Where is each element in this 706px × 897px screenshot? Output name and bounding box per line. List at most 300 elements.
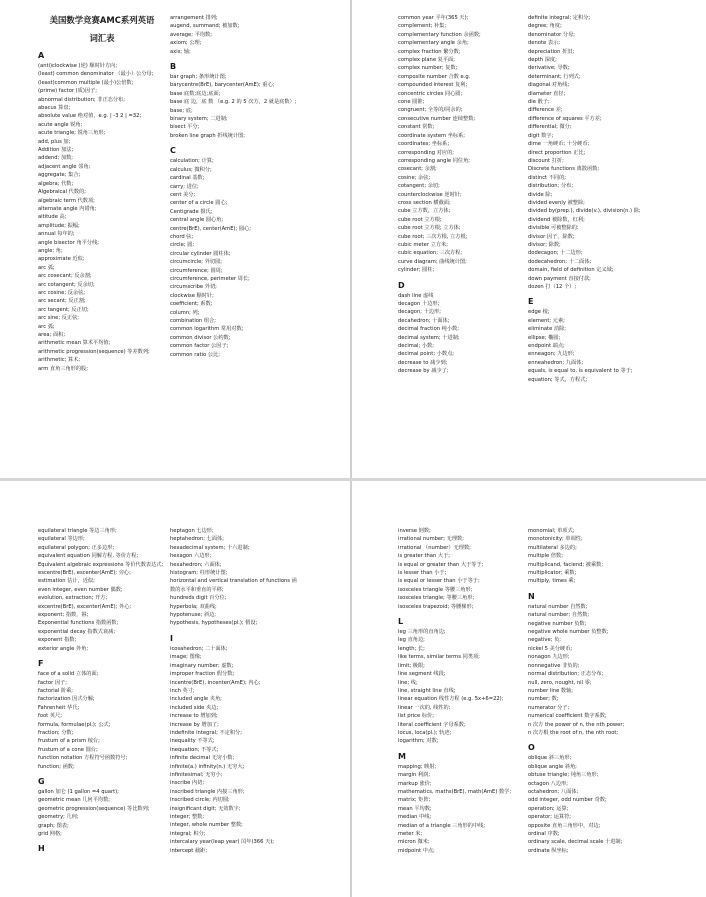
glossary-entry: exponent 指数;	[38, 637, 77, 644]
glossary-entry: complex plane 复平面;	[398, 57, 455, 64]
glossary-entry: approximate 近似;	[38, 256, 85, 263]
glossary-entry: carry; 进位;	[170, 183, 199, 190]
glossary-entry: odd integer, odd number 奇数;	[528, 797, 607, 804]
glossary-entry: adjacent angle 邻角;	[38, 163, 91, 170]
glossary-entry: integer; 整数;	[170, 814, 205, 820]
glossary-entry: equilateral 等边形;	[38, 536, 85, 543]
glossary-entry: depth 深度;	[528, 57, 557, 64]
glossary-entry: dash line 虚线	[398, 292, 434, 299]
glossary-entry: dime 一角硬币; 十分硬币;	[528, 141, 590, 148]
glossary-entry: obtuse triangle; 钝角三角形;	[528, 772, 599, 779]
glossary-entry: divided evenly 被整除;	[528, 199, 585, 206]
glossary-entry: function; 函数;	[38, 763, 75, 770]
glossary-entry: ordinary scale, decimal scale 十进制;	[528, 839, 623, 846]
page-1-column-1	[38, 14, 166, 373]
glossary-entry: corresponding angle 同位角;	[398, 157, 471, 164]
glossary-entry: length; 长;	[398, 645, 425, 652]
glossary-entry: arithmetic; 算术;	[38, 357, 81, 364]
glossary-entry: calculus; 微积分;	[170, 166, 212, 173]
glossary-entry: hexahedron; 六面体;	[170, 561, 222, 568]
glossary-entry: decimal fraction 纯小数;	[398, 326, 459, 333]
glossary-entry: like terms, similar terms 同类项;	[398, 654, 480, 661]
section-letter-heading: G	[38, 776, 45, 786]
column-body	[38, 527, 166, 855]
glossary-entry: decagon; 十边形;	[398, 309, 441, 316]
glossary-entry: acute triangle; 锐角三角形;	[38, 130, 106, 137]
glossary-entry: oblique angle 斜角;	[528, 763, 577, 770]
section-letter-heading: F	[38, 659, 44, 669]
glossary-entry: literal coefficient 字母系数;	[398, 721, 466, 728]
glossary-entry: digit 数字;	[528, 132, 554, 139]
glossary-entry: negative whole number 负整数;	[528, 629, 609, 636]
glossary-entry: broken line graph 折线统计图;	[170, 132, 245, 139]
glossary-entry: divide 除;	[528, 191, 553, 198]
glossary-entry: difference of squares 平方差;	[528, 115, 602, 122]
glossary-entry: base; 底;	[170, 107, 193, 114]
glossary-entry: line, straight line 直线;	[398, 687, 456, 694]
glossary-entry: negative number 负数;	[528, 620, 587, 627]
glossary-entry: matrix; 矩阵;	[398, 797, 431, 804]
glossary-entry: decrease to 减少到;	[398, 359, 448, 366]
glossary-entry: negative; 负;	[528, 637, 562, 644]
glossary-entry: face of a solid 立体的面;	[38, 671, 99, 678]
glossary-entry: add, plus 加;	[38, 138, 71, 145]
glossary-entry: aggregate; 集合;	[38, 172, 81, 179]
section-letter-heading: L	[398, 617, 404, 627]
glossary-entry: graph; 图表;	[38, 822, 69, 829]
glossary-entry: Algebraical 代数的;	[38, 189, 86, 196]
glossary-entry: area; 面积;	[38, 332, 66, 338]
page-2	[352, 0, 706, 478]
glossary-entry: inscribed circle; 内切圆;	[170, 797, 230, 804]
section-letter-heading: D	[398, 280, 405, 290]
glossary-entry: limit; 极限;	[398, 662, 425, 669]
column-body	[38, 50, 166, 373]
glossary-entry: base 底 边，底 数 （e.g. 2 的 5 次方，2 就是底数）;	[170, 99, 297, 106]
glossary-entry: median 中线;	[398, 814, 432, 821]
glossary-entry: curve diagram; 曲线统计图;	[398, 258, 467, 265]
glossary-entry: number line 数轴;	[528, 687, 574, 694]
glossary-entry: inch 英寸;	[170, 687, 195, 694]
glossary-entry: cent 美分;	[170, 191, 196, 198]
glossary-entry: increase by 增加了;	[170, 721, 219, 728]
glossary-entry: absolute value 绝对值，e.g. | -3 2 | =32;	[38, 113, 142, 120]
glossary-entry: oblique 斜三角形;	[528, 755, 572, 762]
glossary-entry: exterior angle 外角;	[38, 645, 89, 652]
section-letter-heading: I	[170, 633, 173, 643]
page-2-column-2	[528, 14, 656, 384]
glossary-entry: amplitude; 振幅;	[38, 222, 80, 229]
glossary-entry: n 次方根 the root of n, the nth root;	[528, 729, 619, 736]
glossary-entry: denote 表示;	[528, 40, 560, 47]
glossary-entry: circumference, perimeter 周长;	[170, 275, 250, 282]
section-letter-heading: E	[528, 297, 534, 307]
glossary-entry: locus, loca(pl.); 轨迹;	[398, 729, 452, 736]
glossary-entry: isosceles triangle 等腰三角形;	[398, 586, 473, 593]
glossary-entry: multiple 倍数;	[528, 553, 563, 560]
glossary-entry: angle; 角;	[38, 247, 63, 254]
glossary-entry: horizontal and vertical translation of functions 函数的水平和垂直的平移;	[170, 578, 297, 593]
glossary-entry: nonagon 九边形;	[528, 654, 570, 661]
glossary-entry: estimation 估计，近似;	[38, 578, 95, 585]
glossary-entry: heptahedron; 七面体;	[170, 536, 224, 543]
glossary-entry: infinite decimal 无穷小数;	[170, 755, 235, 762]
glossary-entry: complementary angle 余角;	[398, 40, 469, 47]
glossary-entry: augend, summand; 被加数;	[170, 23, 240, 30]
glossary-entry: base 底数;底边;底面;	[170, 90, 221, 97]
glossary-entry: midpoint 中点;	[398, 847, 435, 854]
glossary-entry: integer, whole number 整数;	[170, 822, 243, 829]
glossary-entry: algebraic term 代数项;	[38, 197, 95, 204]
glossary-entry: cardinal 基数;	[170, 175, 205, 182]
glossary-entry: arc cotangent; 反余切;	[38, 281, 95, 288]
glossary-entry: micron 微米;	[398, 839, 430, 846]
glossary-entry: coordinate system 坐标系;	[398, 132, 466, 139]
glossary-entry: arrangement 排列;	[170, 15, 218, 21]
glossary-entry: axis; 轴;	[170, 48, 191, 55]
glossary-entry: foot 英尺;	[38, 713, 62, 720]
glossary-entry: cone 圆锥;	[398, 99, 425, 106]
glossary-entry: bisect 平分;	[170, 124, 200, 131]
glossary-entry: markup 涨价;	[398, 780, 432, 787]
glossary-entry: integral; 积分;	[170, 830, 206, 837]
glossary-entry: algebra; 代数;	[38, 180, 74, 187]
glossary-entry: normal distribution; 正态分布;	[528, 671, 604, 678]
glossary-entry: cotangent; 余切;	[398, 183, 440, 190]
glossary-entry: multilateral 多边的;	[528, 544, 577, 551]
glossary-entry: meter 米;	[398, 831, 423, 837]
glossary-entry: denominator 分母;	[528, 31, 576, 38]
glossary-entry: common divisor 公约数;	[170, 334, 231, 341]
glossary-entry: multiplicator; 乘数;	[528, 570, 577, 577]
glossary-entry: dodecagon; 十二边形;	[528, 250, 583, 257]
glossary-entry: circular cylinder 圆柱体;	[170, 250, 231, 257]
glossary-entry: binary system; 二进制;	[170, 116, 228, 123]
glossary-entry: inverse 倒数;	[398, 528, 431, 534]
glossary-entry: direct proportion 正比;	[528, 149, 586, 156]
glossary-entry: clockwise 顺时针;	[170, 292, 214, 299]
glossary-entry: circle; 圆;	[170, 242, 195, 249]
glossary-entry: mean 平均数;	[398, 805, 432, 812]
glossary-entry: equilateral triangle 等边三角形;	[38, 528, 117, 534]
glossary-entry: annual 每年的;	[38, 231, 75, 238]
glossary-entry: equals, is equal to, is equivalent to 等于;	[528, 368, 633, 375]
glossary-entry: centre(BrE), center(AmE); 圆心;	[170, 225, 252, 232]
glossary-entry: included angle 夹角;	[170, 696, 222, 703]
glossary-entry: congruent; 全等的/同余的;	[398, 107, 463, 114]
glossary-entry: image; 图像;	[170, 654, 202, 661]
glossary-entry: complex fraction 繁分数;	[398, 48, 461, 55]
section-letter-heading: C	[170, 146, 176, 156]
glossary-entry: hundreds digit 百分位;	[170, 595, 227, 602]
glossary-entry: Addition 加法;	[38, 147, 74, 154]
glossary-entry: arm 直角三角形的股;	[38, 365, 88, 372]
glossary-entry: factor 因子;	[38, 679, 67, 686]
glossary-entry: differential; 微分;	[528, 124, 572, 131]
glossary-entry: coefficient; 系数;	[170, 301, 213, 308]
glossary-entry: Exponential functions 指数函数;	[38, 620, 119, 627]
column-body	[170, 527, 298, 855]
glossary-entry: insignificant digit; 无效数字;	[170, 805, 241, 812]
glossary-entry: hexagon 六边形;	[170, 553, 212, 560]
glossary-entry: arc tangent; 反正切;	[38, 306, 89, 313]
glossary-entry: ordinal 序数;	[528, 831, 560, 837]
glossary-entry: increase to 增加到;	[170, 713, 218, 720]
glossary-entry: leg 三角形的直角边;	[398, 629, 446, 636]
glossary-entry: leg 直角边;	[398, 637, 425, 644]
glossary-entry: (anti)clockwise (逆) 顺时针方向;	[38, 63, 118, 69]
glossary-entry: coordinates; 坐标系;	[398, 141, 450, 148]
page-4-column-1	[398, 527, 526, 855]
glossary-entry: enneahedron; 九面体;	[528, 359, 584, 366]
glossary-entry: linear 一次的, 线性的;	[398, 704, 451, 711]
glossary-entry: average; 平均数;	[170, 31, 212, 38]
glossary-entry: geometric mean 几何平均数;	[38, 797, 111, 804]
glossary-entry: dodecahedron; 十二面体;	[528, 258, 592, 265]
glossary-entry: acute angle 锐角;	[38, 121, 83, 128]
glossary-entry: histogram; 柱形统计图;	[170, 570, 228, 577]
glossary-entry: dividend 被除数，红利;	[528, 216, 585, 223]
glossary-entry: complement; 补集;	[398, 23, 447, 30]
glossary-entry: die 骰子;	[528, 99, 550, 106]
glossary-entry: numerator 分子;	[528, 704, 570, 711]
glossary-entry: counterclockwise 逆时针;	[398, 191, 462, 198]
glossary-entry: number; 数;	[528, 696, 559, 703]
glossary-entry: is greater than 大于;	[398, 553, 451, 560]
page-1-column-2	[170, 14, 298, 359]
document-title: 美国数学竞赛AMC系列英语	[49, 15, 155, 25]
glossary-entry: cubic equation; 三次方程;	[398, 250, 463, 257]
glossary-entry: decimal point; 小数点;	[398, 351, 455, 358]
glossary-entry: median of a triangle 三角形的中线;	[398, 822, 486, 829]
glossary-entry: diagonal 对角线;	[528, 82, 570, 89]
glossary-entry: opposite 直角三角形中，对边;	[528, 822, 601, 829]
section-letter-heading: O	[528, 743, 535, 753]
glossary-entry: exponent; 指数，幂;	[38, 612, 89, 619]
glossary-entry: equation; 等式，方程式;	[528, 376, 588, 383]
glossary-entry: determinant; 行列式;	[528, 73, 581, 80]
glossary-entry: is equal or lesser than 小于等于;	[398, 578, 480, 585]
glossary-entry: divisor; 除数;	[528, 241, 561, 248]
glossary-entry: octagon 八边形;	[528, 780, 568, 787]
glossary-entry: divided by(prep.), divide(v.), division(n.) 除;	[528, 208, 641, 215]
glossary-entry: irrational number; 无理数;	[398, 536, 464, 543]
glossary-entry: grid 网格;	[38, 831, 62, 837]
glossary-entry: endpoint 端点;	[528, 343, 565, 350]
glossary-entry: altitude 高;	[38, 214, 67, 221]
column-body	[528, 527, 656, 855]
glossary-entry: diameter 直径;	[528, 90, 566, 97]
glossary-entry: multiplicand, faciend; 被乘数;	[528, 561, 604, 568]
glossary-entry: eliminate 消除;	[528, 326, 567, 333]
glossary-entry: cosine; 余弦;	[398, 174, 431, 181]
glossary-entry: octahedron; 八面体;	[528, 788, 579, 795]
glossary-entry: operator; 运算符;	[528, 814, 572, 821]
glossary-entry: natural number 自然数;	[528, 603, 588, 610]
glossary-entry: hyperbola; 双曲线;	[170, 603, 217, 610]
glossary-entry: definite integral; 定积分;	[528, 15, 591, 21]
glossary-entry: circumscribe 外切;	[170, 284, 217, 291]
glossary-entry: geometry; 几何;	[38, 814, 79, 821]
glossary-entry: arc 弧;	[38, 323, 55, 330]
glossary-entry: null, zero, nought, nil 零;	[528, 679, 592, 686]
glossary-entry: composite number 合数 e.g.	[398, 73, 471, 80]
glossary-entry: arc 弧;	[38, 264, 55, 271]
glossary-entry: even integer, even number 偶数;	[38, 586, 123, 593]
glossary-entry: imaginary number; 虚数;	[170, 662, 234, 669]
glossary-entry: arc sine; 反正弦;	[38, 315, 80, 322]
glossary-entry: improper fraction 假分数;	[170, 671, 235, 678]
glossary-entry: mapping; 映射;	[398, 763, 437, 770]
glossary-entry: inscribe 内切;	[170, 780, 205, 787]
glossary-entry: divisor 因子，除数;	[528, 233, 575, 240]
glossary-entry: list price 标价;	[398, 713, 434, 720]
glossary-entry: operation; 运算;	[528, 805, 569, 812]
glossary-entry: infinite(a.) infinity(n.) 无穷大;	[170, 763, 245, 770]
glossary-entry: icosahedron; 二十面体;	[170, 645, 228, 652]
section-letter-heading: A	[38, 51, 45, 60]
glossary-entry: exponential decay 指数式衰减;	[38, 628, 116, 635]
glossary-entry: bar graph; 条形统计图;	[170, 74, 227, 81]
glossary-entry: n 次方 the power of n, the nth power;	[528, 721, 625, 728]
glossary-entry: formula, formulae(pl.); 公式;	[38, 721, 111, 728]
column-body	[528, 14, 656, 384]
glossary-entry: element; 元素;	[528, 317, 565, 324]
glossary-entry: (least) common denominator （最小）公分母;	[38, 71, 154, 78]
glossary-entry: divisible 可被整除的;	[528, 225, 579, 232]
glossary-entry: central angle 圆心角;	[170, 217, 224, 224]
glossary-entry: distribution; 分布;	[528, 183, 574, 190]
column-body	[398, 527, 526, 855]
section-letter-heading: M	[398, 751, 406, 761]
page-3	[0, 481, 350, 897]
glossary-entry: arithmetic progression(sequence) 等差数列;	[38, 348, 150, 355]
glossary-entry: Fahrenheit 华氏;	[38, 704, 80, 711]
glossary-entry: frustum of a prism 棱台;	[38, 738, 100, 745]
glossary-entry: compounded interest 复利;	[398, 82, 468, 89]
page-3-column-1	[38, 527, 166, 855]
glossary-entry: mathematics, maths(BrE), math(AmE) 数学;	[398, 788, 512, 795]
glossary-entry: Discrete functions 离散函数;	[528, 166, 600, 173]
glossary-entry: arithmetic mean 算术平均值;	[38, 340, 111, 347]
glossary-entry: arc cosecant; 反余割;	[38, 273, 92, 280]
glossary-entry: evolution, extraction; 开方;	[38, 595, 108, 602]
glossary-entry: is lesser than 小于;	[398, 570, 447, 577]
glossary-entry: natural number; 自然数;	[528, 612, 590, 619]
glossary-entry: consecutive number 连续整数;	[398, 115, 476, 122]
glossary-entry: decimal system; 十进制;	[398, 334, 460, 341]
glossary-entry: line; 线;	[398, 679, 418, 686]
glossary-entry: common ratio 公比;	[170, 351, 220, 358]
section-letter-heading: H	[38, 844, 45, 854]
glossary-entry: difference 差;	[528, 107, 563, 114]
glossary-entry: domain, field of definition 定义域;	[528, 267, 614, 274]
column-body	[170, 14, 298, 359]
glossary-entry: arc secant; 反正割;	[38, 298, 86, 305]
glossary-entry: cube 立方数，立方体;	[398, 208, 451, 215]
glossary-entry: nickel 5 美分硬币;	[528, 645, 573, 652]
glossary-entry: edge 棱;	[528, 309, 550, 316]
glossary-entry: decrease by 减少了;	[398, 368, 449, 375]
glossary-entry: axiom; 公理;	[170, 40, 202, 47]
glossary-entry: is equal or greater than 大于等于;	[398, 561, 484, 568]
glossary-entry: degree; 角度;	[528, 23, 562, 30]
glossary-entry: chord 弦;	[170, 233, 194, 240]
glossary-entry: ordinate 纵坐标;	[528, 847, 569, 854]
page-2-column-1	[398, 14, 526, 376]
section-letter-heading: N	[528, 591, 535, 601]
glossary-entry: corresponding 对应的;	[398, 149, 455, 156]
glossary-entry: intercept 截距;	[170, 847, 208, 854]
glossary-entry: common logarithm 常用对数;	[170, 326, 244, 333]
column-body	[398, 14, 526, 376]
glossary-entry: inequality 不等式;	[170, 738, 215, 745]
glossary-entry: distinct 不同的;	[528, 174, 567, 181]
glossary-entry: hexadecimal system; 十六进制;	[170, 544, 250, 551]
glossary-entry: isosceles triangle; 等腰三角形;	[398, 595, 475, 602]
glossary-entry: circumcircle; 外切圆;	[170, 259, 223, 266]
glossary-entry: down payment 直接付款;	[528, 275, 591, 282]
glossary-entry: infinitesimal; 无穷小;	[170, 771, 223, 778]
glossary-entry: barycentre(BrE), barycenter(AmE); 重心;	[170, 82, 275, 89]
glossary-entry: monomial; 单项式;	[528, 528, 575, 534]
glossary-entry: intercalary year(leap year) 闰年(366 天);	[170, 839, 274, 846]
glossary-entry: complex number; 复数;	[398, 65, 458, 72]
glossary-entry: ellipse; 椭圆;	[528, 334, 561, 341]
glossary-entry: abnormal distribution; 非正态分布;	[38, 96, 125, 103]
page-4	[352, 481, 706, 897]
glossary-entry: cube root; 三次方根, 立方根;	[398, 233, 468, 240]
glossary-entry: column; 列;	[170, 309, 200, 316]
glossary-entry: derivative; 导数;	[528, 65, 570, 72]
glossary-entry: concentric circles 同心圆;	[398, 90, 463, 97]
glossary-entry: indefinite integral; 不定积分;	[170, 729, 242, 736]
glossary-entry: angle bisector 角平分线;	[38, 239, 100, 246]
glossary-entry: logarithm; 对数;	[398, 738, 439, 745]
glossary-entry: enneagon; 九边形;	[528, 351, 575, 358]
document-subtitle: 词汇表	[89, 33, 115, 43]
glossary-entry: equilateral polygon; 正多边形;	[38, 544, 115, 551]
glossary-entry: monotonicity; 单调性;	[528, 536, 583, 543]
glossary-entry: cube root 立方根;	[398, 216, 442, 223]
glossary-entry: inscribed triangle 内接三角形;	[170, 788, 245, 795]
glossary-entry: alternate angle 内错角;	[38, 205, 97, 212]
page-1	[0, 0, 350, 478]
glossary-entry: common factor 公因子;	[170, 343, 229, 350]
glossary-entry: addend; 加数;	[38, 155, 74, 162]
glossary-entry: center of a circle 圆心;	[170, 200, 228, 207]
glossary-entry: abacus 算盘;	[38, 105, 71, 112]
glossary-entry: fraction; 分数;	[38, 729, 74, 736]
glossary-entry: dozen 打（12 个）;	[528, 284, 577, 290]
glossary-entry: margin 利润;	[398, 772, 431, 779]
glossary-entry: cosecant; 余割;	[398, 166, 437, 173]
glossary-entry: common year 平年(365 天);	[398, 15, 469, 21]
glossary-entry: hypothesis, hypotheses(pl.); 假设;	[170, 620, 258, 627]
glossary-entry: cubic meter 立方米;	[398, 241, 448, 248]
page-4-column-2	[528, 527, 656, 855]
glossary-entry: (prime) factor (质)因子;	[38, 88, 98, 95]
glossary-entry: frustum of a cone 圆台;	[38, 746, 98, 753]
glossary-entry: escentre(BrE), escenter(AmE); 旁心;	[38, 570, 131, 577]
glossary-entry: decagon 十边形;	[398, 301, 440, 307]
glossary-entry: Equivalent algebraic expressions 等价代数表达式;	[38, 561, 164, 568]
glossary-entry: cube root 立方根; 立方体;	[398, 225, 461, 232]
glossary-entry: incentre(BrE), incenter(AmE); 内心;	[170, 679, 261, 686]
glossary-entry: linear equation 线性方程 (e.g. 5x+6=22);	[398, 696, 504, 703]
section-letter-heading: B	[170, 62, 177, 72]
glossary-entry: discount 打折;	[528, 157, 564, 164]
